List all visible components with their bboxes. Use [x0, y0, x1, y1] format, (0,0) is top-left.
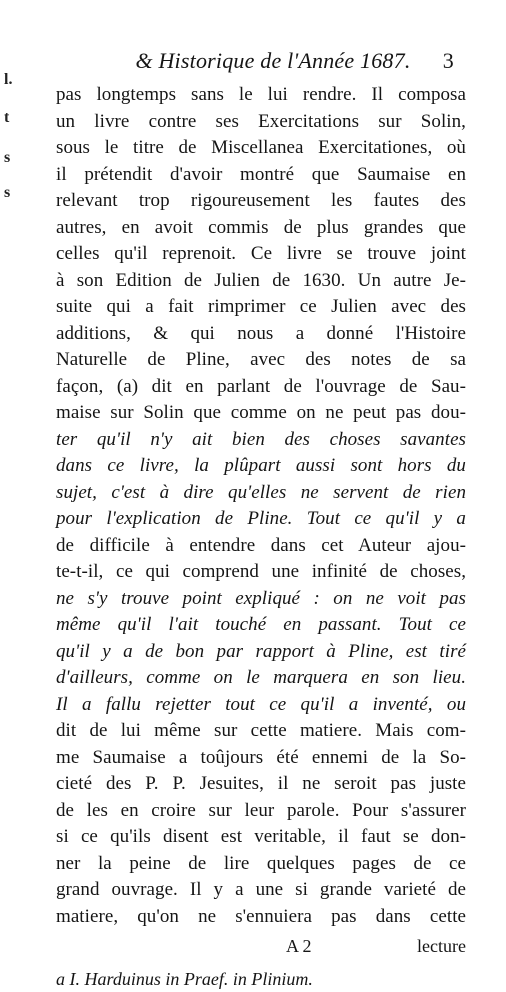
- text-line: sujet, c'est à dire qu'elles ne servent de rien: [56, 481, 466, 503]
- text-line: même qu'il l'ait touché en passant. Tout ce: [56, 614, 466, 635]
- text-line: ne s'y trouve point expliqué : on ne voit pas: [56, 587, 466, 609]
- text-line: ter qu'il n'y ait bien des choses savantes: [56, 428, 466, 450]
- footnote: a I. Harduinus in Praef. in Plinium.: [56, 969, 313, 989]
- text-line: dans ce livre, la plûpart aussi sont hors du: [56, 455, 466, 476]
- text-line: un livre contre ses Exercitations sur Solin,: [56, 110, 466, 132]
- text-line: te-t-il, ce qui comprend une infinité de choses,: [56, 561, 466, 582]
- text-line: celles qu'il reprenoit. Ce livre se trouve joint: [56, 243, 466, 264]
- text-line: d'ailleurs, comme on le marquera en son lieu.: [56, 667, 466, 688]
- body-text: [56, 82, 466, 930]
- text-line: suite qui a fait rimprimer ce Julien avec des: [56, 296, 466, 317]
- page-number: 3: [442, 48, 454, 73]
- edge-mark: s: [4, 184, 11, 201]
- text-line: de les en croire sur leur parole. Pour s'assurer: [56, 799, 466, 821]
- edge-mark: t: [4, 109, 10, 126]
- text-line: ner la peine de lire quelques pages de ce: [56, 852, 466, 874]
- running-head: [56, 44, 466, 78]
- text-line: pas longtemps sans le lui rendre. Il composa: [56, 84, 466, 105]
- text-line: sous le titre de Miscellanea Exercitationes, où: [56, 137, 466, 158]
- text-line: pour l'explication de Pline. Tout ce qu'il y a: [56, 508, 466, 529]
- text-line: dit de lui même sur cette matiere. Mais com-: [56, 720, 466, 741]
- text-line: relevant trop rigoureusement les fautes des: [56, 190, 466, 211]
- text-line: Il a fallu rejetter tout ce qu'il a inventé, ou: [56, 693, 466, 715]
- text-line: si ce qu'ils disent est veritable, il faut se don-: [56, 826, 466, 847]
- text-line: maise sur Solin que comme on ne peut pas dou-: [56, 402, 466, 423]
- catchword: lecture: [417, 936, 466, 956]
- text-line: qu'il y a de bon par rapport à Pline, est tiré: [56, 640, 466, 662]
- text-line: à son Edition de Julien de 1630. Un autre Je-: [56, 269, 466, 291]
- edge-mark: s: [4, 149, 11, 166]
- text-line: me Saumaise a toûjours été ennemi de la So-: [56, 746, 466, 768]
- text-line: matiere, qu'on ne s'ennuiera pas dans cette: [56, 905, 466, 927]
- text-line: de difficile à entendre dans cet Auteur ajou-: [56, 534, 466, 556]
- text-line: Naturelle de Pline, avec des notes de sa: [56, 349, 466, 370]
- text-line: grand ouvrage. Il y a une si grande varieté de: [56, 879, 466, 900]
- left-edge-bleed-marks: [0, 70, 22, 220]
- page-footer: [56, 932, 466, 960]
- text-line: cieté des P. P. Jesuites, il ne seroit pas juste: [56, 773, 466, 794]
- edge-mark: l.: [4, 71, 13, 88]
- text-line: autres, en avoit commis de plus grandes que: [56, 216, 466, 238]
- text-line: additions, & qui nous a donné l'Histoire: [56, 322, 466, 344]
- text-line: il prétendit d'avoir montré que Saumaise en: [56, 163, 466, 185]
- running-head-title: & Historique de l'Année 1687.: [135, 48, 411, 73]
- signature-mark: A 2: [286, 936, 312, 956]
- text-line: façon, (a) dit en parlant de l'ouvrage de Sau-: [56, 375, 466, 397]
- book-page: [56, 44, 466, 992]
